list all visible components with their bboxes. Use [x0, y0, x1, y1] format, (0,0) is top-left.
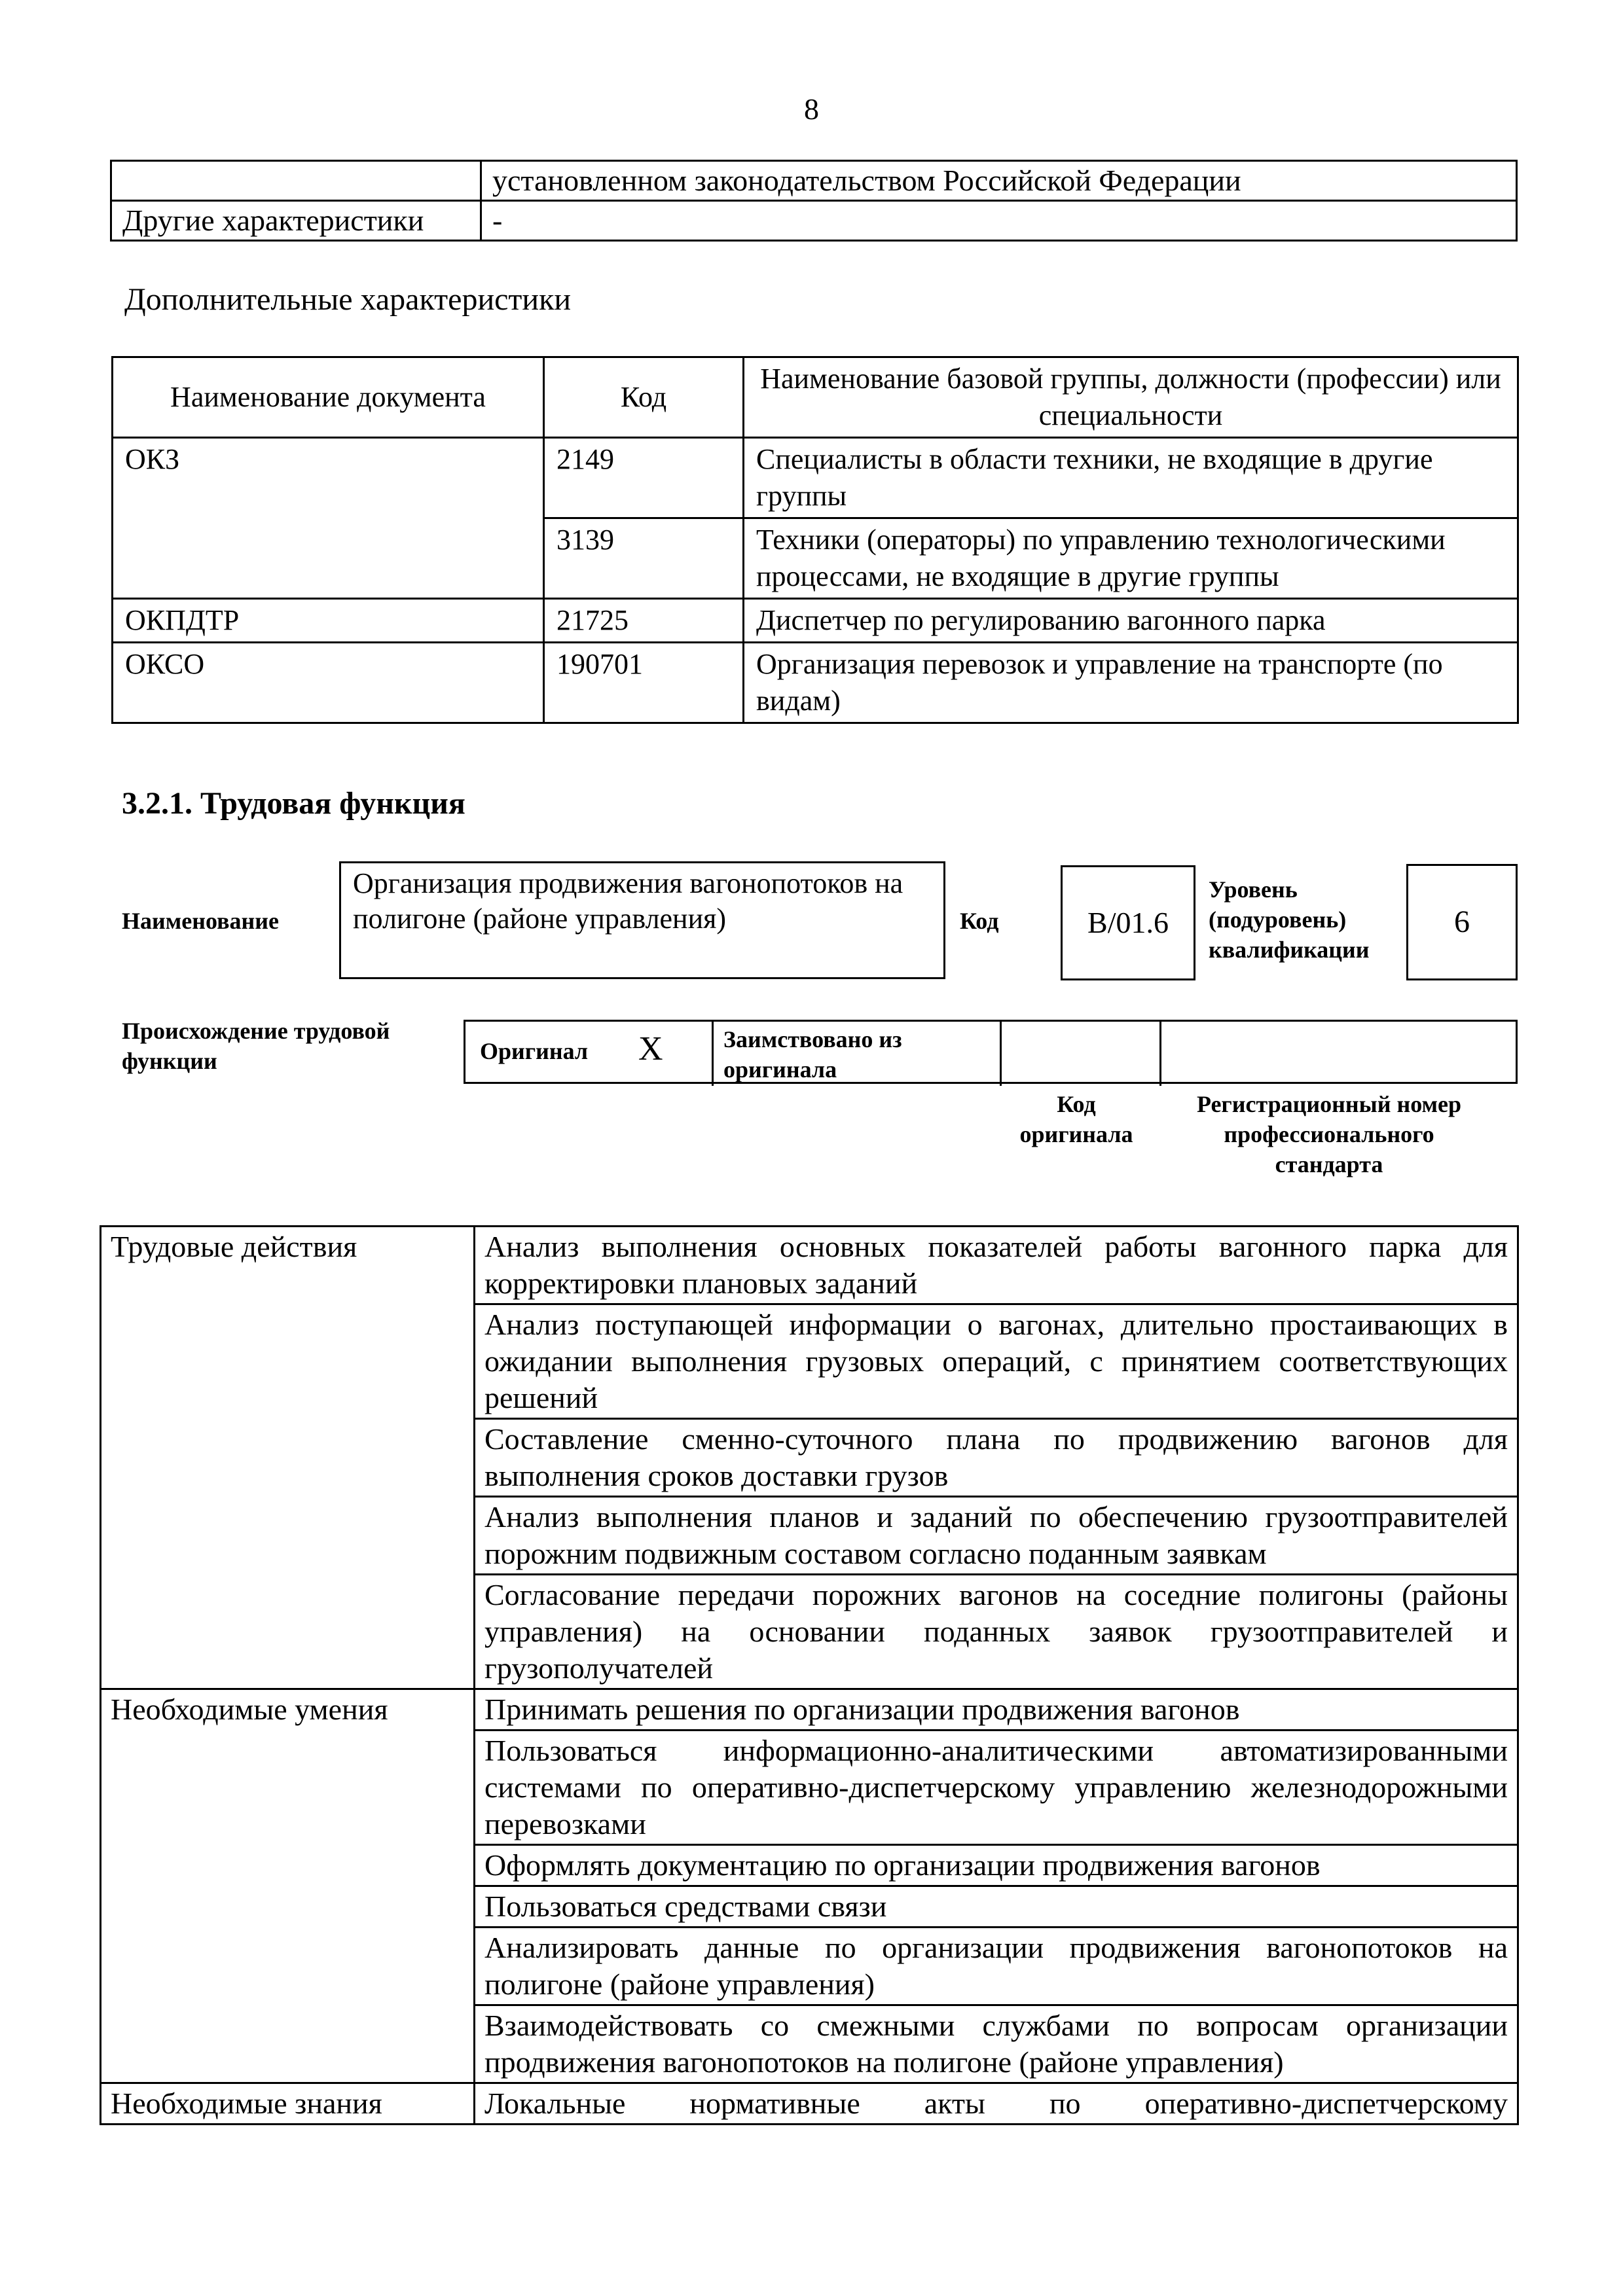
- required-skill-item: Анализировать данные по организации продвижения вагонопотоков на полигоне (районе управления): [475, 1928, 1518, 2005]
- qualification-level-box: [1406, 864, 1518, 980]
- labor-action-item: Анализ выполнения основных показателей работы вагонного парка для корректировки плановых заданий: [475, 1227, 1518, 1304]
- additional-characteristics-title: Дополнительные характеристики: [124, 282, 572, 317]
- function-name-label: Наименование: [122, 908, 279, 934]
- row-code: 2149: [544, 438, 744, 518]
- original-label: Оригинал: [480, 1038, 589, 1064]
- labor-action-item: Согласование передачи порожних вагонов на соседние полигоны (районы управления) на основании поданных заявок грузоотправителей и грузополучателей: [475, 1575, 1518, 1689]
- row-doc: ОКСО: [113, 643, 544, 723]
- row-code: 3139: [544, 518, 744, 599]
- function-code-box: [1061, 865, 1195, 980]
- reg-number-caption: Регистрационный номер профессионального стандарта: [1196, 1091, 1462, 1177]
- qualification-level-value: 6: [1454, 905, 1470, 939]
- labor-action-item: Анализ выполнения планов и заданий по обеспечению грузоотправителей порожним подвижным составом согласно поданным заявкам: [475, 1497, 1518, 1575]
- row-name: Специалисты в области техники, не входящие в другие группы: [744, 438, 1518, 518]
- row-code: 190701: [544, 643, 744, 723]
- labor-actions-label: Трудовые действия: [101, 1227, 475, 1689]
- origin-divider: [712, 1022, 714, 1086]
- row-name: Организация перевозок и управление на транспорте (по видам): [744, 643, 1518, 723]
- qualification-level-label: Уровень (подуровень) квалификации: [1209, 876, 1370, 963]
- origin-divider: [1000, 1022, 1002, 1086]
- top-table-row1-right: установленном законодательством Российской Федерации: [481, 161, 1517, 201]
- required-knowledge-item: Локальные нормативные акты по оперативно-диспетчерскому: [475, 2083, 1518, 2125]
- required-skill-item: Пользоваться информационно-аналитическими автоматизированными системами по оперативно-диспетчерскому управлению железнодорожными перевозками: [475, 1731, 1518, 1845]
- header-group-name: Наименование базовой группы, должности (профессии) или специальности: [744, 357, 1518, 438]
- header-document: Наименование документа: [113, 357, 544, 438]
- required-skill-item: Взаимодействовать со смежными службами по вопросам организации продвижения вагонопотоков на полигоне (районе управления): [475, 2005, 1518, 2083]
- function-code-label: Код: [960, 908, 999, 934]
- required-knowledge-label: Необходимые знания: [101, 2083, 475, 2125]
- required-skill-item: Пользоваться средствами связи: [475, 1886, 1518, 1928]
- row-doc: ОКПДТР: [113, 599, 544, 643]
- code-original-caption: Код оригинала: [1019, 1091, 1133, 1147]
- row-name: Техники (операторы) по управлению технологическими процессами, не входящие в другие группы: [744, 518, 1518, 599]
- labor-action-item: Анализ поступающей информации о вагонах, длительно простаивающих в ожидании выполнения грузовых операций, с принятием соответствующих решений: [475, 1304, 1518, 1419]
- other-characteristics-label: Другие характеристики: [111, 201, 481, 241]
- required-skill-item: Оформлять документацию по организации продвижения вагонов: [475, 1845, 1518, 1886]
- required-skills-label: Необходимые умения: [101, 1689, 475, 2083]
- labor-function-title: 3.2.1. Трудовая функция: [122, 786, 465, 821]
- origin-label: Происхождение трудовой функции: [122, 1018, 390, 1074]
- row-doc: ОКЗ: [113, 438, 544, 599]
- row-name: Диспетчер по регулированию вагонного парка: [744, 599, 1518, 643]
- origin-row: [464, 1020, 1518, 1084]
- labor-function-table: [100, 1225, 1519, 2125]
- function-name-box: [339, 861, 945, 979]
- original-mark: Х: [638, 1030, 663, 1067]
- function-code-value: В/01.6: [1087, 906, 1169, 939]
- function-name-value: Организация продвижения вагонопотоков на полигоне (районе управления): [353, 867, 903, 935]
- required-skill-item: Принимать решения по организации продвижения вагонов: [475, 1689, 1518, 1731]
- top-table: [110, 160, 1518, 242]
- other-characteristics-value: -: [481, 201, 1517, 241]
- labor-action-item: Составление сменно-суточного плана по продвижению вагонов для выполнения сроков доставки грузов: [475, 1419, 1518, 1497]
- header-code: Код: [544, 357, 744, 438]
- borrowed-label: Заимствовано из оригинала: [723, 1026, 902, 1083]
- page-number: 8: [804, 92, 819, 126]
- origin-divider: [1159, 1022, 1161, 1086]
- additional-characteristics-table: [111, 356, 1519, 724]
- row-code: 21725: [544, 599, 744, 643]
- top-table-empty-cell: [111, 161, 481, 201]
